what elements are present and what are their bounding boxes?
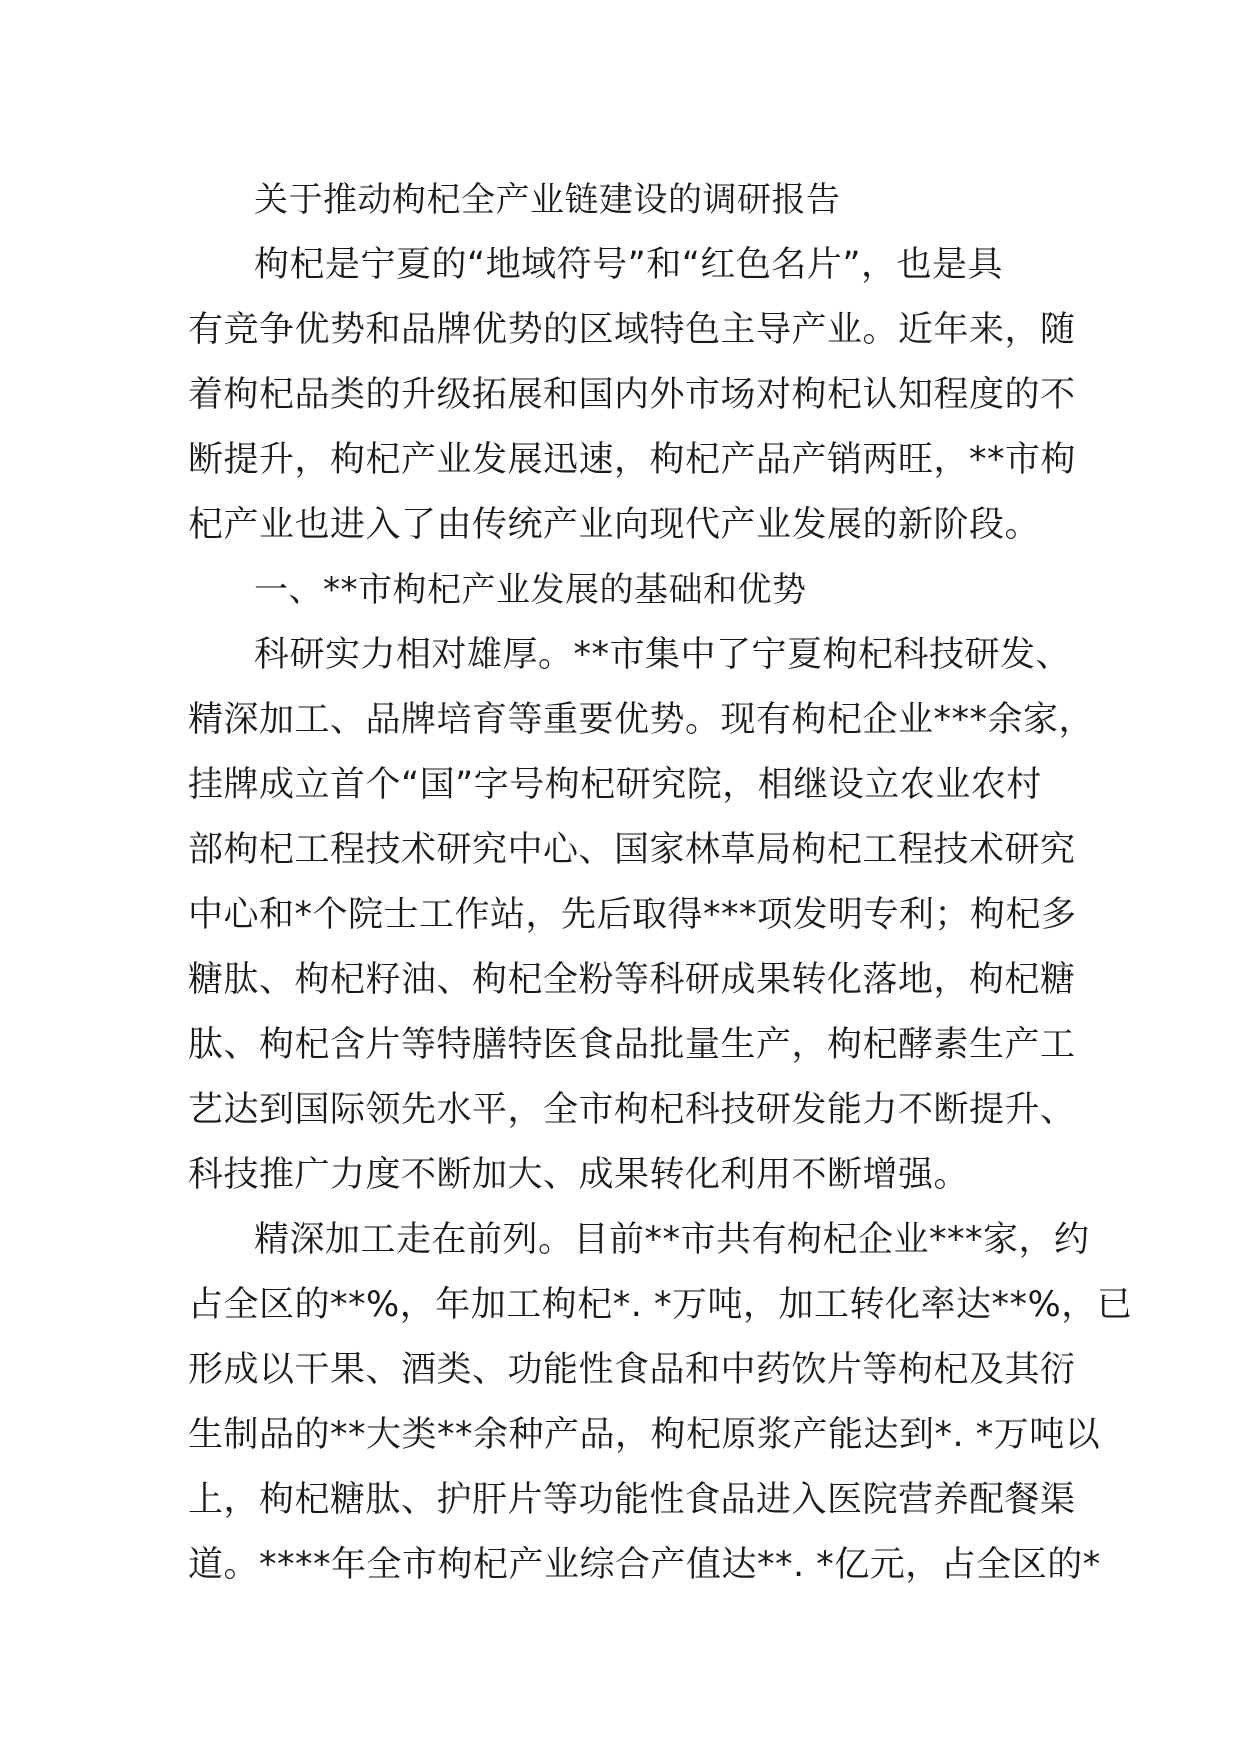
text-line: 杞产业也进入了由传统产业向现代产业发展的新阶段。 [188, 505, 1041, 545]
text-line: 科研实力相对雄厚。**市集中了宁夏枸杞科技研发、 [254, 635, 1072, 675]
section-heading: 一、**市枸杞产业发展的基础和优势 [254, 570, 807, 610]
text-line: 部枸杞工程技术研究中心、国家林草局枸杞工程技术研究 [188, 830, 1076, 870]
text-line: 糖肽、枸杞籽油、枸杞全粉等科研成果转化落地，枸杞糖 [188, 960, 1076, 1000]
text-line: 断提升，枸杞产业发展迅速，枸杞产品产销两旺，**市枸 [188, 440, 1077, 480]
text-line: 挂牌成立首个“国”字号枸杞研究院，相继设立农业农村 [188, 765, 1042, 805]
text-line: 精深加工走在前列。目前**市共有枸杞企业***家，约 [254, 1220, 1090, 1260]
text-line: 精深加工、品牌培育等重要优势。现有枸杞企业***余家， [188, 700, 1095, 740]
section-heading-1 [188, 558, 1061, 623]
text-line: 艺达到国际领先水平，全市枸杞科技研发能力不断提升、 [188, 1090, 1076, 1130]
text-line: 道。****年全市枸杞产业综合产值达**. *亿元，占全区的* [188, 1545, 1101, 1585]
text-line: 科技推广力度不断加大、成果转化利用不断增强。 [188, 1155, 970, 1195]
text-line: 有竞争优势和品牌优势的区域特色主导产业。近年来，随 [188, 310, 1076, 350]
text-line: 形成以干果、酒类、功能性食品和中药饮片等枸杞及其衍 [188, 1350, 1076, 1390]
text-line: 着枸杞品类的升级拓展和国内外市场对枸杞认知程度的不 [188, 375, 1076, 415]
text-line: 生制品的**大类**余种产品，枸杞原浆产能达到*. *万吨以 [188, 1415, 1101, 1455]
document-title: 关于推动枸杞全产业链建设的调研报告 [254, 180, 841, 220]
text-line: 肽、枸杞含片等特膳特医食品批量生产，枸杞酵素生产工 [188, 1025, 1076, 1065]
document-body [188, 168, 1133, 1598]
paragraph-intro [188, 233, 1077, 558]
paragraph-processing [188, 1208, 1133, 1598]
text-line: 上，枸杞糖肽、护肝片等功能性食品进入医院营养配餐渠 [188, 1480, 1076, 1520]
text-line: 占全区的**%，年加工枸杞*. *万吨，加工转化率达**%，已 [188, 1285, 1133, 1325]
paragraph-research [188, 623, 1095, 1208]
text-line: 中心和*个院士工作站，先后取得***项发明专利；枸杞多 [188, 895, 1077, 935]
text-line: 枸杞是宁夏的“地域符号”和“红色名片”，也是具 [254, 245, 1004, 285]
